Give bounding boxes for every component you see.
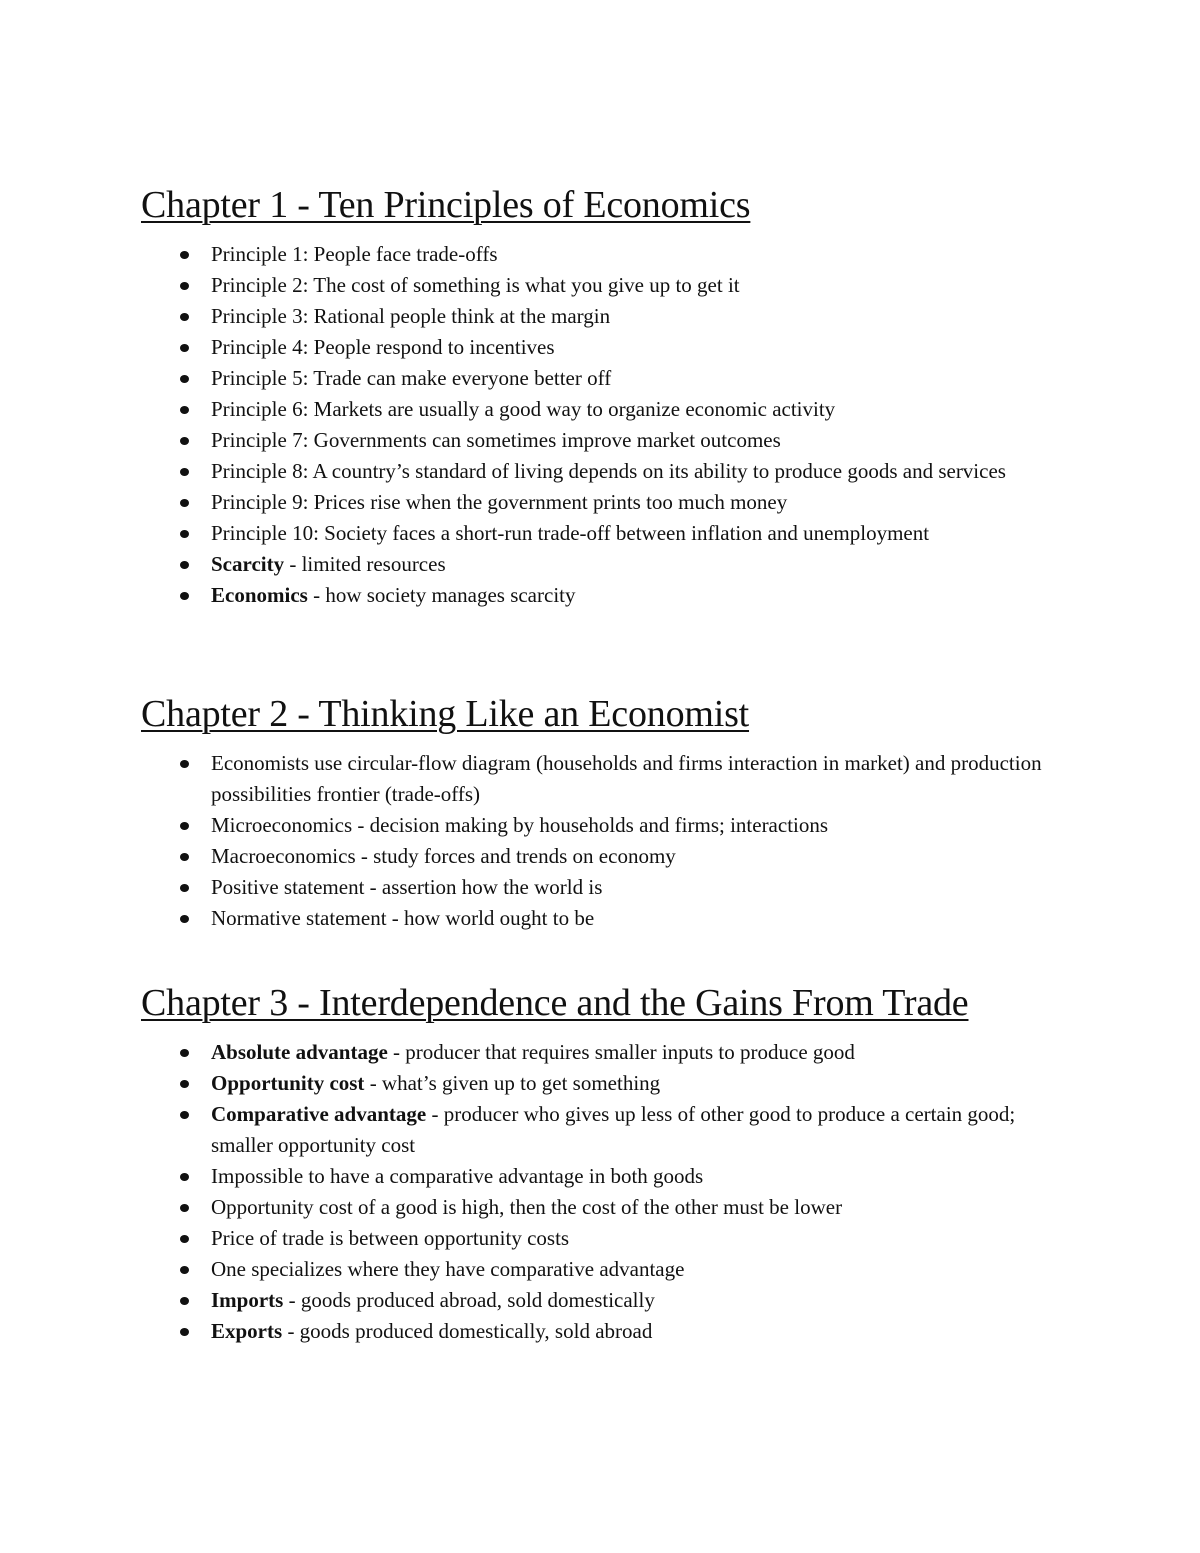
bullet-icon bbox=[180, 530, 189, 538]
bullet-icon bbox=[180, 561, 189, 569]
bullet-icon bbox=[180, 1111, 189, 1119]
list-item: Principle 2: The cost of something is what you give up to get it bbox=[141, 270, 1081, 301]
bullet-icon bbox=[180, 406, 189, 414]
list-item: Positive statement - assertion how the world is bbox=[141, 872, 1081, 903]
term-label: Scarcity bbox=[211, 552, 285, 576]
list-item: Economists use circular-flow diagram (households and firms interaction in market) and production possibilities frontier (trade-offs) bbox=[141, 748, 1081, 810]
list-item: Comparative advantage - producer who gives up less of other good to produce a certain good; smaller opportunity cost bbox=[141, 1099, 1081, 1161]
chapter-1-list bbox=[141, 239, 1081, 611]
list-item: Principle 9: Prices rise when the government prints too much money bbox=[141, 487, 1081, 518]
term-label: Exports bbox=[211, 1319, 283, 1343]
bullet-icon bbox=[180, 468, 189, 476]
list-item: One specializes where they have comparative advantage bbox=[141, 1254, 1081, 1285]
bullet-icon bbox=[180, 251, 189, 259]
list-item: Microeconomics - decision making by households and firms; interactions bbox=[141, 810, 1081, 841]
bullet-icon bbox=[180, 822, 189, 830]
chapter-3-list bbox=[141, 1037, 1081, 1347]
chapter-1-title: Chapter 1 - Ten Principles of Economics bbox=[141, 184, 751, 226]
bullet-icon bbox=[180, 1297, 189, 1305]
list-item: Principle 1: People face trade-offs bbox=[141, 239, 1081, 270]
term-label: Absolute advantage bbox=[211, 1040, 388, 1064]
bullet-icon bbox=[180, 884, 189, 892]
bullet-icon bbox=[180, 915, 189, 923]
list-item: Imports - goods produced abroad, sold domestically bbox=[141, 1285, 1081, 1316]
chapter-2-section bbox=[141, 692, 1081, 934]
list-item: Opportunity cost - what’s given up to get something bbox=[141, 1068, 1081, 1099]
list-item: Principle 8: A country’s standard of living depends on its ability to produce goods and services bbox=[141, 456, 1081, 487]
term-label: Comparative advantage bbox=[211, 1102, 427, 1126]
list-item: Macroeconomics - study forces and trends on economy bbox=[141, 841, 1081, 872]
bullet-icon bbox=[180, 313, 189, 321]
bullet-icon bbox=[180, 282, 189, 290]
list-item: Principle 5: Trade can make everyone better off bbox=[141, 363, 1081, 394]
chapter-2-title: Chapter 2 - Thinking Like an Economist bbox=[141, 693, 750, 735]
chapter-3-title: Chapter 3 - Interdependence and the Gains From Trade bbox=[141, 982, 969, 1024]
bullet-icon bbox=[180, 344, 189, 352]
list-item: Impossible to have a comparative advantage in both goods bbox=[141, 1161, 1081, 1192]
list-item: Absolute advantage - producer that requires smaller inputs to produce good bbox=[141, 1037, 1081, 1068]
chapter-1-section bbox=[141, 183, 1081, 611]
term-label: Imports bbox=[211, 1288, 284, 1312]
term-label: Opportunity cost bbox=[211, 1071, 365, 1095]
bullet-icon bbox=[180, 375, 189, 383]
chapter-3-section bbox=[141, 981, 1081, 1347]
bullet-icon bbox=[180, 437, 189, 445]
bullet-icon bbox=[180, 1235, 189, 1243]
bullet-icon bbox=[180, 1204, 189, 1212]
bullet-icon bbox=[180, 760, 189, 768]
list-item: Exports - goods produced domestically, sold abroad bbox=[141, 1316, 1081, 1347]
bullet-icon bbox=[180, 1173, 189, 1181]
list-item: Opportunity cost of a good is high, then the cost of the other must be lower bbox=[141, 1192, 1081, 1223]
bullet-icon bbox=[180, 853, 189, 861]
list-item: Normative statement - how world ought to be bbox=[141, 903, 1081, 934]
bullet-icon bbox=[180, 1049, 189, 1057]
list-item: Principle 3: Rational people think at the margin bbox=[141, 301, 1081, 332]
list-item: Price of trade is between opportunity costs bbox=[141, 1223, 1081, 1254]
list-item: Economics - how society manages scarcity bbox=[141, 580, 1081, 611]
term-label: Economics bbox=[211, 583, 308, 607]
bullet-icon bbox=[180, 1328, 189, 1336]
list-item: Principle 6: Markets are usually a good way to organize economic activity bbox=[141, 394, 1081, 425]
list-item: Scarcity - limited resources bbox=[141, 549, 1081, 580]
list-item: Principle 7: Governments can sometimes improve market outcomes bbox=[141, 425, 1081, 456]
bullet-icon bbox=[180, 592, 189, 600]
bullet-icon bbox=[180, 1266, 189, 1274]
list-item: Principle 4: People respond to incentives bbox=[141, 332, 1081, 363]
list-item: Principle 10: Society faces a short-run trade-off between inflation and unemployment bbox=[141, 518, 1081, 549]
bullet-icon bbox=[180, 499, 189, 507]
bullet-icon bbox=[180, 1080, 189, 1088]
chapter-2-list bbox=[141, 748, 1081, 934]
